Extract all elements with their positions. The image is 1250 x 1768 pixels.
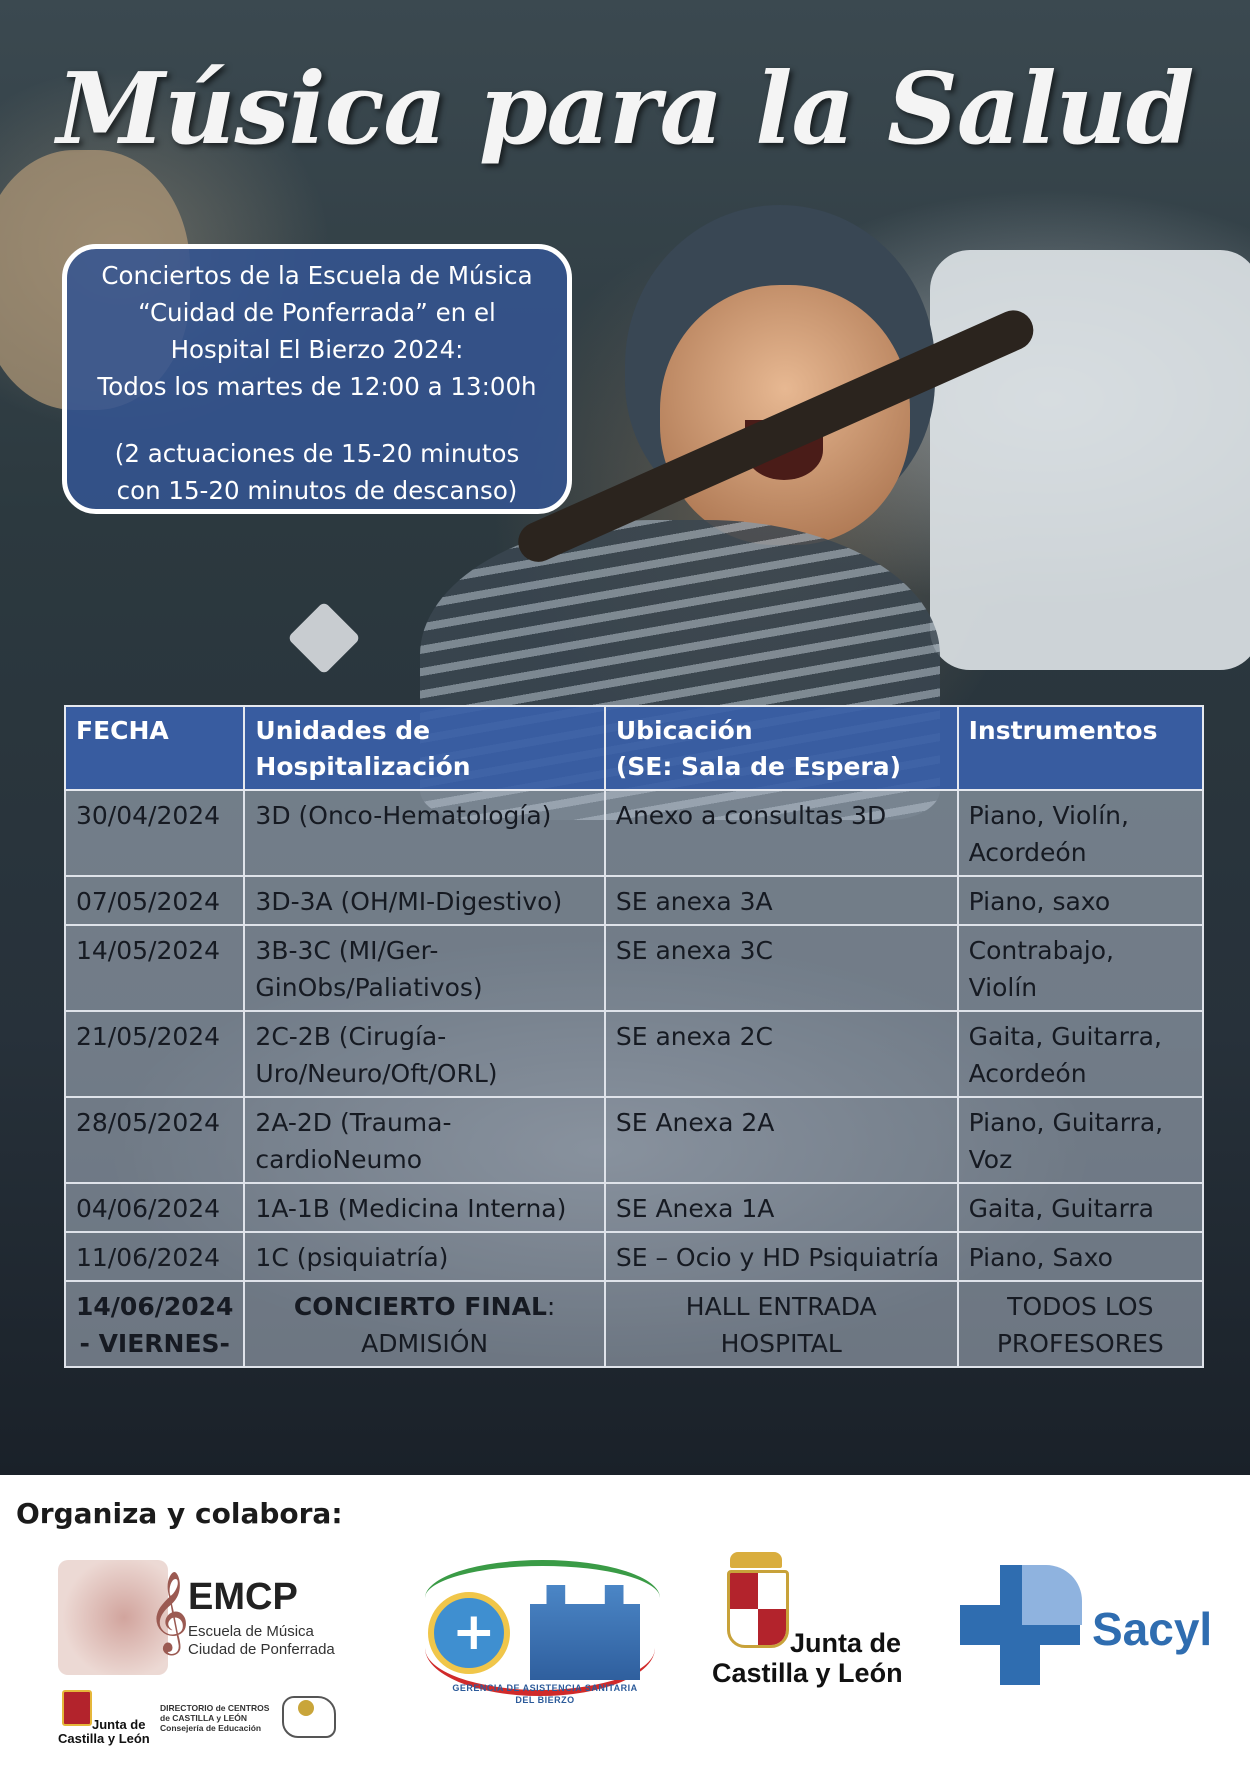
cell-fecha: 04/06/2024 bbox=[65, 1183, 244, 1232]
header-unidades: Unidades de Hospitalización bbox=[244, 706, 604, 790]
cell-ubicacion: Anexo a consultas 3D bbox=[605, 790, 958, 876]
cell-instrumentos: Gaita, Guitarra bbox=[958, 1183, 1203, 1232]
cell-instrumentos: Gaita, Guitarra, Acordeón bbox=[958, 1011, 1203, 1097]
cell-unidad: 1A-1B (Medicina Interna) bbox=[244, 1183, 604, 1232]
cell-instrumentos: TODOS LOS PROFESORES bbox=[958, 1281, 1203, 1367]
cell-ubicacion: SE anexa 3C bbox=[605, 925, 958, 1011]
cell-instrumentos: Contrabajo, Violín bbox=[958, 925, 1203, 1011]
table-row bbox=[65, 790, 1203, 876]
info-line: Hospital El Bierzo 2024: bbox=[170, 335, 464, 364]
table-row-final bbox=[65, 1281, 1203, 1367]
medical-cross-icon: + bbox=[452, 1602, 496, 1662]
info-line: (2 actuaciones de 15-20 minutos bbox=[114, 439, 520, 468]
info-box bbox=[62, 244, 572, 514]
table-row bbox=[65, 1232, 1203, 1281]
header-instrumentos: Instrumentos bbox=[958, 706, 1203, 790]
poster-title: Música para la Salud bbox=[56, 52, 1194, 167]
cell-ubicacion: SE anexa 3A bbox=[605, 876, 958, 925]
organiza-heading: Organiza y colabora: bbox=[16, 1497, 343, 1530]
cell-unidad: 2C-2B (Cirugía- Uro/Neuro/Oft/ORL) bbox=[244, 1011, 604, 1097]
info-line: “Cuidad de Ponferrada” en el bbox=[138, 298, 496, 327]
table-row bbox=[65, 1097, 1203, 1183]
header-fecha: FECHA bbox=[65, 706, 244, 790]
cell-unidad: CONCIERTO FINAL: ADMISIÓN bbox=[244, 1281, 604, 1367]
cell-unidad: 3D (Onco-Hematología) bbox=[244, 790, 604, 876]
cell-unidad: 3D-3A (OH/MI-Digestivo) bbox=[244, 876, 604, 925]
table-row bbox=[65, 925, 1203, 1011]
cell-unidad: 1C (psiquiatría) bbox=[244, 1232, 604, 1281]
cell-fecha: 28/05/2024 bbox=[65, 1097, 244, 1183]
cell-fecha: 21/05/2024 bbox=[65, 1011, 244, 1097]
schedule-table bbox=[64, 705, 1204, 1368]
cell-ubicacion: HALL ENTRADA HOSPITAL bbox=[605, 1281, 958, 1367]
cell-fecha: 30/04/2024 bbox=[65, 790, 244, 876]
directorio-centros-label: DIRECTORIO de CENTROS de CASTILLA y LEÓN Consejería de Educación bbox=[160, 1703, 270, 1733]
junta-small-label: Junta de Castilla y León bbox=[58, 1717, 150, 1746]
cell-ubicacion: SE anexa 2C bbox=[605, 1011, 958, 1097]
cell-ubicacion: SE Anexa 2A bbox=[605, 1097, 958, 1183]
header-ubicacion: Ubicación (SE: Sala de Espera) bbox=[605, 706, 958, 790]
info-line: con 15-20 minutos de descanso) bbox=[116, 476, 518, 505]
cell-unidad: 2A-2D (Trauma- cardioNeumo bbox=[244, 1097, 604, 1183]
cell-instrumentos: Piano, saxo bbox=[958, 876, 1203, 925]
cell-ubicacion: SE – Ocio y HD Psiquiatría bbox=[605, 1232, 958, 1281]
cell-instrumentos: Piano, Saxo bbox=[958, 1232, 1203, 1281]
table-row bbox=[65, 876, 1203, 925]
info-line: Todos los martes de 12:00 a 13:00h bbox=[97, 372, 537, 401]
map-pin-icon bbox=[298, 1700, 314, 1716]
pillow-illustration bbox=[930, 250, 1250, 670]
gerencia-label: GERENCIA DE ASISTENCIA SANITARIA DEL BIERZO bbox=[452, 1683, 638, 1705]
cell-unidad: 3B-3C (MI/Ger- GinObs/Paliativos) bbox=[244, 925, 604, 1011]
cell-fecha: 11/06/2024 bbox=[65, 1232, 244, 1281]
table-header-row bbox=[65, 706, 1203, 790]
info-line: Conciertos de la Escuela de Música bbox=[101, 261, 533, 290]
table-row bbox=[65, 1183, 1203, 1232]
sacyl-cross-icon bbox=[960, 1565, 1080, 1685]
cell-fecha: 07/05/2024 bbox=[65, 876, 244, 925]
treble-clef-icon: 𝄞 bbox=[148, 1570, 190, 1652]
cell-ubicacion: SE Anexa 1A bbox=[605, 1183, 958, 1232]
cell-fecha: 14/06/2024 - VIERNES- bbox=[65, 1281, 244, 1367]
cell-instrumentos: Piano, Violín, Acordeón bbox=[958, 790, 1203, 876]
junta-castilla-leon-label: Junta de Castilla y León bbox=[712, 1628, 903, 1688]
emcp-logo-subtitle: Escuela de Música Ciudad de Ponferrada bbox=[188, 1623, 335, 1658]
table-row bbox=[65, 1011, 1203, 1097]
cell-instrumentos: Piano, Guitarra, Voz bbox=[958, 1097, 1203, 1183]
cell-fecha: 14/05/2024 bbox=[65, 925, 244, 1011]
crown-icon bbox=[730, 1552, 782, 1568]
sacyl-label: Sacyl bbox=[1092, 1603, 1213, 1655]
emcp-logo-title: EMCP bbox=[188, 1576, 298, 1618]
heart-ornament-icon bbox=[287, 601, 361, 675]
